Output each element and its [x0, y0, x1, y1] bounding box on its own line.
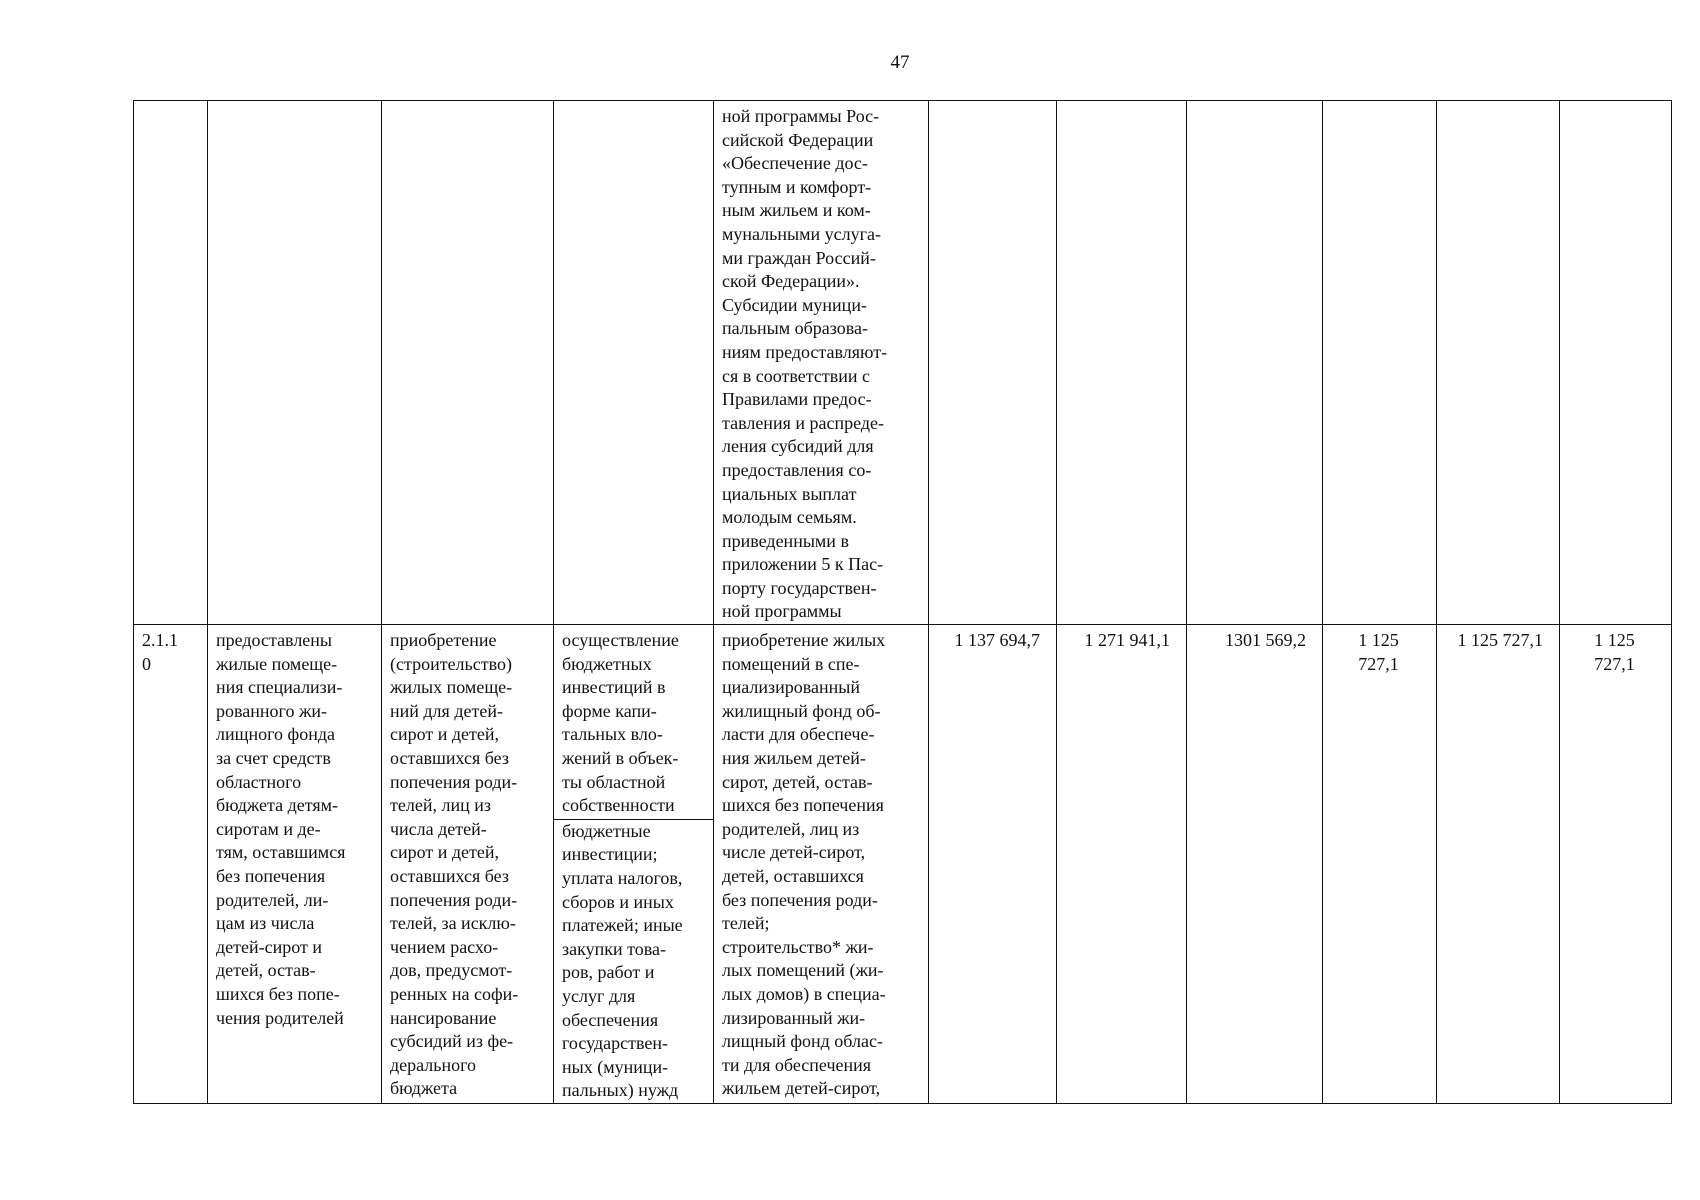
cell-value-4 [1323, 101, 1437, 625]
cell-result [208, 101, 382, 625]
cell-description: приобретение жилых помещений в спе- циализированный жилищный фонд об- ласти для обеспече- ния жильем детей- сирот, детей, остав- шихся без попечения родителей, лиц из числе детей-сирот, детей, оставшихся без попечения роди- телей; строительство* жи- лых помещений (жи- лых домов) в специа- лизированный жи- лищный фонд облас- ти для обеспечения жильем детей-сирот, [714, 625, 929, 1104]
cell-result: предоставлены жилые помеще- ния специализи- рованного жи- лищного фонда за счет средств областного бюджета детям- сиротам и де- тям, оставшимся без попечения родителей, ли- цам из числа детей-сирот и детей, остав- шихся без попе- чения родителей [208, 625, 382, 1104]
table-row-continuation [134, 101, 1672, 625]
cell-value-5: 1 125 727,1 [1437, 625, 1560, 1104]
cell-measure: приобретение (строительство) жилых помеще- ний для детей- сирот и детей, оставшихся без попечения роди- телей, лиц из числа детей- сирот и детей, оставшихся без попечения роди- телей, за исклю- чением расхо- дов, предусмот- ренных на софи- нансирование субсидий из фе- дерального бюджета [382, 625, 554, 1104]
cell-type [554, 625, 714, 1104]
cell-measure [382, 101, 554, 625]
cell-value-3 [1187, 101, 1323, 625]
cell-type [554, 101, 714, 625]
table-row-2-1-10 [134, 625, 1672, 1104]
cell-value-2: 1 271 941,1 [1057, 625, 1187, 1104]
cell-value-1 [929, 101, 1057, 625]
cell-value-4: 1 125 727,1 [1323, 625, 1437, 1104]
cell-description: ной программы Рос- сийской Федерации «Обеспечение дос- тупным и комфорт- ным жильем и ком- мунальными услуга- ми граждан Россий- ской Федерации». Субсидии муници- пальным образова- ниям предоставляют- ся в соответствии с Правилами предос- тавления и распреде- ления субсидий для предоставления со- циальных выплат молодым семьям. приведенными в приложении 5 к Пас- порту государствен- ной программы [714, 101, 929, 625]
cell-number [134, 101, 208, 625]
cell-value-2 [1057, 101, 1187, 625]
page-number: 47 [890, 52, 910, 73]
cell-value-5 [1437, 101, 1560, 625]
cell-value-1: 1 137 694,7 [929, 625, 1057, 1104]
cell-number: 2.1.1 0 [134, 625, 208, 1104]
type-budget-investment: бюджетные инвестиции; уплата налогов, сборов и иных платежей; иные закупки това- ров, работ и услуг для обеспечения государствен- ных (муници- пальных) нужд [562, 820, 683, 1101]
cell-value-3: 1301 569,2 [1187, 625, 1323, 1104]
cell-value-6 [1560, 101, 1672, 625]
type-capital-investment: осуществление бюджетных инвестиций в форме капи- тальных вло- жений в объек- ты областной собственности [554, 629, 713, 820]
cell-value-6: 1 125 727,1 [1560, 625, 1672, 1104]
budget-table [133, 100, 1672, 1104]
